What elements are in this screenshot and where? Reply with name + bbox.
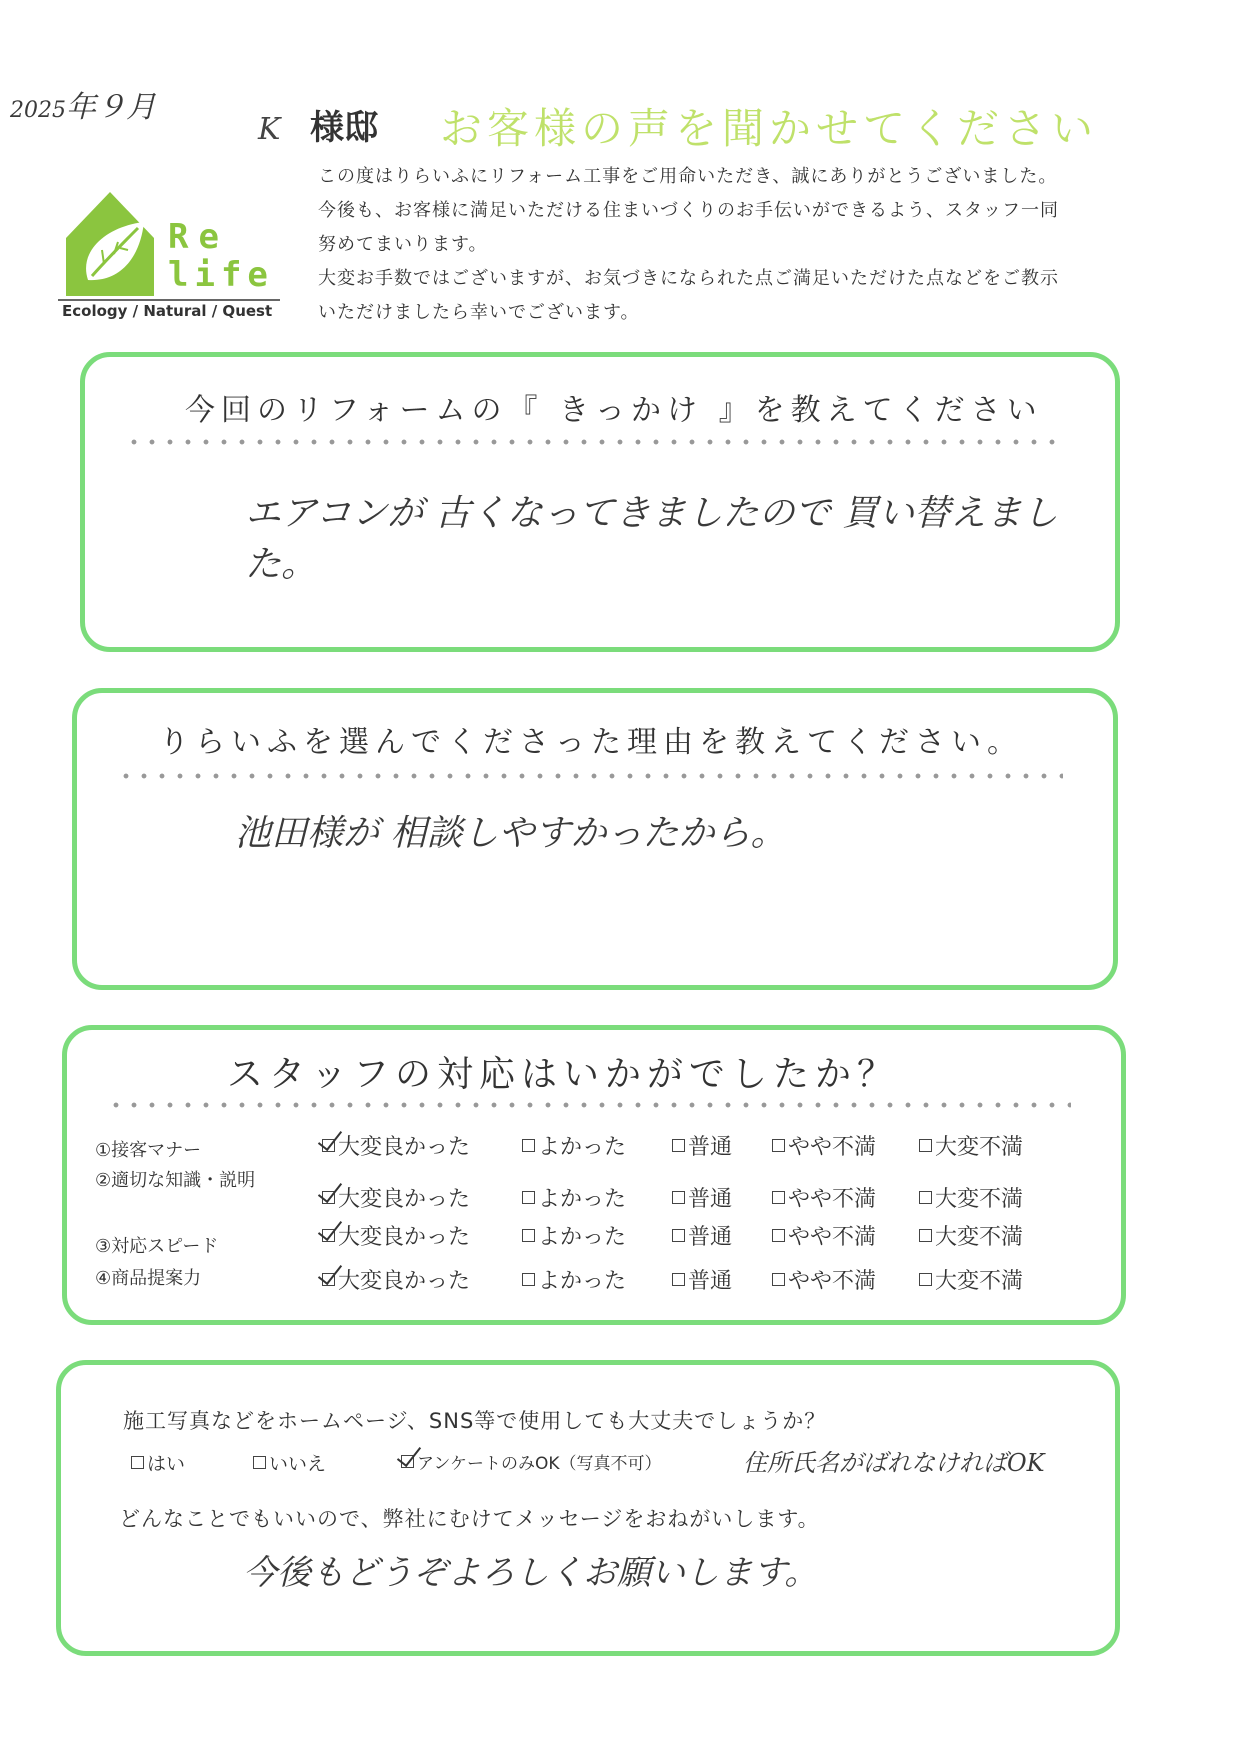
photo-permission-question: 施工写真などをホームページ、SNS等で使用しても大丈夫でしょうか？: [123, 1409, 827, 1433]
option-good[interactable]: よかった: [522, 1130, 626, 1161]
option-no[interactable]: いいえ: [253, 1449, 326, 1476]
customer-initial: K: [258, 112, 281, 147]
checkbox[interactable]: [772, 1229, 785, 1242]
choice-reason-box: [72, 688, 1118, 990]
option-very-dissatisfied[interactable]: 大変不満: [919, 1130, 1023, 1161]
intro-line: 今後も、お客様に満足いただける住まいづくりのお手伝いができるよう、スタッフ一同: [318, 200, 1059, 221]
checkbox[interactable]: [672, 1229, 685, 1242]
option-very-good[interactable]: 大変良かった: [322, 1182, 470, 1213]
checkbox[interactable]: [772, 1191, 785, 1204]
page-title: お客様の声を聞かせてください: [440, 104, 1099, 153]
checkbox[interactable]: [672, 1191, 685, 1204]
option-average[interactable]: 普通: [672, 1182, 732, 1213]
checkbox[interactable]: [131, 1456, 144, 1469]
choice-reason-question: りらいふを選んでくださった理由を教えてください。: [159, 725, 1023, 760]
logo-text-re: Re: [168, 217, 229, 257]
checkbox[interactable]: [522, 1273, 535, 1286]
checkbox[interactable]: [522, 1229, 535, 1242]
intro-line: 努めてまいります。: [318, 234, 488, 255]
option-survey-only[interactable]: アンケートのみOK（写真不可）: [401, 1449, 662, 1474]
option-very-good[interactable]: 大変良かった: [322, 1264, 470, 1295]
checkbox-checked[interactable]: [322, 1273, 335, 1286]
dotted-divider: [117, 773, 1063, 779]
checkbox[interactable]: [919, 1191, 932, 1204]
rating-row-speed: [67, 1220, 1121, 1260]
checkbox[interactable]: [919, 1273, 932, 1286]
intro-line: この度はりらいふにリフォーム工事をご用命いただき、誠にありがとうございました。: [318, 166, 1058, 187]
option-average[interactable]: 普通: [672, 1130, 732, 1161]
checkbox[interactable]: [253, 1456, 266, 1469]
option-average[interactable]: 普通: [672, 1220, 732, 1251]
reason-question: 今回のリフォームの『 きっかけ 』を教えてください: [185, 393, 1043, 428]
option-somewhat-dissatisfied[interactable]: やや不満: [772, 1182, 876, 1213]
checkbox[interactable]: [919, 1139, 932, 1152]
checkbox[interactable]: [672, 1139, 685, 1152]
rating-row-knowledge: [67, 1170, 1121, 1210]
intro-line: いただけましたら幸いでございます。: [318, 302, 640, 323]
checkbox[interactable]: [772, 1139, 785, 1152]
logo-text-life: life: [168, 255, 274, 295]
option-somewhat-dissatisfied[interactable]: やや不満: [772, 1264, 876, 1295]
survey-date: [10, 82, 156, 126]
message-answer: 今後もどうぞよろしくお願いします。: [243, 1553, 819, 1593]
date-year: 2025: [10, 98, 66, 123]
logo-subtitle: Ecology / Natural / Quest: [62, 302, 273, 320]
option-average[interactable]: 普通: [672, 1264, 732, 1295]
checkbox-checked[interactable]: [322, 1191, 335, 1204]
checkbox[interactable]: [772, 1273, 785, 1286]
option-good[interactable]: よかった: [522, 1264, 626, 1295]
option-good[interactable]: よかった: [522, 1220, 626, 1251]
photo-permission-box: [56, 1360, 1120, 1656]
intro-line: 大変お手数ではございますが、お気づきになられた点ご満足いただけた点などをご教示: [318, 268, 1059, 289]
dotted-divider: [107, 1102, 1071, 1108]
staff-rating-box: [62, 1025, 1126, 1325]
rating-label: ①接客マナー: [95, 1140, 202, 1161]
checkbox-checked[interactable]: [322, 1139, 335, 1152]
staff-rating-question: スタッフの対応はいかがでしたか？: [227, 1054, 900, 1095]
rating-label: ②適切な知識・説明: [95, 1170, 256, 1191]
rating-row-proposal: [67, 1264, 1121, 1304]
option-somewhat-dissatisfied[interactable]: やや不満: [772, 1220, 876, 1251]
option-very-good[interactable]: 大変良かった: [322, 1130, 470, 1161]
rating-label: ④商品提案力: [95, 1268, 202, 1289]
rating-label: ③対応スピード: [95, 1236, 219, 1257]
message-prompt: どんなことでもいいので、弊社にむけてメッセージをおねがいします。: [119, 1507, 820, 1531]
checkbox-checked[interactable]: [322, 1229, 335, 1242]
checkbox[interactable]: [672, 1273, 685, 1286]
option-very-dissatisfied[interactable]: 大変不満: [919, 1182, 1023, 1213]
rating-row-manners: [67, 1130, 1121, 1170]
checkbox-checked[interactable]: [401, 1455, 414, 1468]
checkbox[interactable]: [919, 1229, 932, 1242]
choice-reason-answer: 池田様が 相談しやすかったから。: [235, 813, 787, 854]
option-good[interactable]: よかった: [522, 1182, 626, 1213]
reason-answer: エアコンが 古くなってきましたので 買い替えました。: [245, 493, 1059, 585]
option-very-good[interactable]: 大変良かった: [322, 1220, 470, 1251]
option-yes[interactable]: はい: [131, 1449, 185, 1476]
date-month: 年９月: [66, 90, 156, 125]
checkbox[interactable]: [522, 1191, 535, 1204]
option-very-dissatisfied[interactable]: 大変不満: [919, 1220, 1023, 1251]
option-somewhat-dissatisfied[interactable]: やや不満: [772, 1130, 876, 1161]
photo-permission-note: 住所氏名がばれなければOK: [743, 1449, 1045, 1477]
customer-honorific: 様邸: [310, 108, 378, 148]
dotted-divider: [125, 439, 1065, 445]
checkbox[interactable]: [522, 1139, 535, 1152]
option-very-dissatisfied[interactable]: 大変不満: [919, 1264, 1023, 1295]
intro-text: [318, 160, 1138, 330]
reason-box: [80, 352, 1120, 652]
